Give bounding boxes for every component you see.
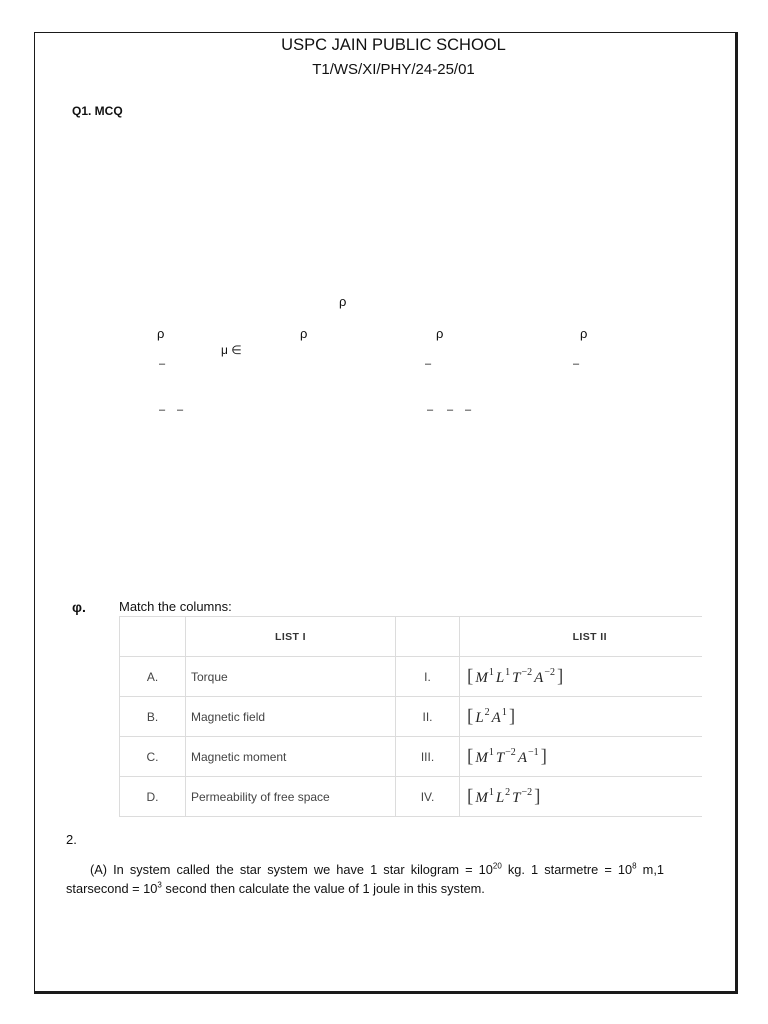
symbol-fragment: ρ <box>300 326 308 341</box>
roman-numeral: II. <box>396 697 460 737</box>
close-bracket: ] <box>508 705 516 727</box>
school-name: USPC JAIN PUBLIC SCHOOL <box>281 36 506 54</box>
formula-exponent: 1 <box>505 666 511 678</box>
symbol-fragment: ρ <box>339 294 347 309</box>
table-row <box>120 657 702 697</box>
dash-fragment: – <box>159 404 166 416</box>
formula-exponent: 1 <box>488 666 494 678</box>
list-ii-formula <box>460 737 702 777</box>
formula-base: A <box>517 749 527 766</box>
dash-fragment: – <box>427 404 434 416</box>
text-segment: (A) In system called the star system we have 1 star kilogram = 10 <box>90 862 493 877</box>
formula-exponent: −1 <box>527 746 539 758</box>
dash-fragment: – <box>465 404 472 416</box>
list-i-item: Permeability of free space <box>186 777 396 817</box>
header-cell-blank <box>396 617 460 657</box>
question-2-text <box>66 860 664 898</box>
formula-base: L <box>475 709 484 726</box>
dash-fragment: – <box>159 358 166 370</box>
close-bracket: ] <box>556 665 564 687</box>
list-i-heading: LIST I <box>186 617 396 657</box>
formula-base: M <box>475 669 488 686</box>
dash-fragment: – <box>425 358 432 370</box>
dimensional-formula <box>466 746 548 768</box>
dimensional-formula <box>466 666 564 688</box>
formula-base: T <box>512 669 521 686</box>
dimensional-formula <box>466 706 516 728</box>
formula-base: M <box>475 749 488 766</box>
close-bracket: ] <box>540 745 547 767</box>
formula-exponent: 1 <box>488 786 494 798</box>
table-header-row <box>120 617 702 657</box>
list-ii-heading: LIST II <box>460 617 702 657</box>
roman-numeral: I. <box>396 657 460 697</box>
symbol-fragment: ρ <box>436 326 444 341</box>
formula-base: M <box>475 789 488 806</box>
dash-fragment: – <box>177 404 184 416</box>
roman-numeral: IV. <box>396 777 460 817</box>
page-border <box>34 32 738 994</box>
list-i-item: Magnetic field <box>186 697 396 737</box>
superscript: 20 <box>492 861 502 871</box>
open-bracket: [ <box>467 705 474 727</box>
open-bracket: [ <box>467 665 474 687</box>
row-label: A. <box>120 657 186 697</box>
list-ii-formula <box>460 697 702 737</box>
symbol-fragment: ρ <box>157 326 165 341</box>
list-i-item: Magnetic moment <box>186 737 396 777</box>
formula-base: A <box>491 709 501 726</box>
superscript: 3 <box>157 880 162 890</box>
match-table <box>119 616 702 817</box>
text-segment: kg. 1 starmetre = 10 <box>501 862 633 877</box>
row-label: D. <box>120 777 186 817</box>
table-row <box>120 737 702 777</box>
formula-exponent: 1 <box>488 746 494 758</box>
document-header <box>39 35 748 80</box>
match-question-marker: φ. <box>72 599 86 615</box>
dimensional-formula <box>466 786 541 808</box>
table-row <box>120 697 702 737</box>
formula-exponent: −2 <box>521 786 533 798</box>
roman-numeral: III. <box>396 737 460 777</box>
formula-exponent: −2 <box>544 666 555 678</box>
formula-exponent: 1 <box>501 706 507 718</box>
formula-base: T <box>512 789 521 806</box>
formula-exponent: 2 <box>505 786 511 798</box>
list-ii-formula <box>460 777 702 817</box>
question-1-heading: Q1. MCQ <box>72 104 123 118</box>
question-2-number: 2. <box>66 832 77 847</box>
text-segment: second then calculate the value of 1 joule in this system. <box>161 881 485 896</box>
list-i-item: Torque <box>186 657 396 697</box>
open-bracket: [ <box>467 785 474 807</box>
match-instruction: Match the columns: <box>119 599 232 614</box>
symbol-fragment: ρ <box>580 326 588 341</box>
document-code: T1/WS/XI/PHY/24-25/01 <box>312 61 475 78</box>
header-cell-blank <box>120 617 186 657</box>
formula-base: T <box>495 749 505 766</box>
formula-exponent: −2 <box>521 666 533 678</box>
row-label: C. <box>120 737 186 777</box>
symbol-fragment: μ ∈ <box>221 343 242 357</box>
table-row <box>120 777 702 817</box>
row-label: B. <box>120 697 186 737</box>
formula-base: L <box>495 789 505 806</box>
superscript: 8 <box>632 861 637 871</box>
list-ii-formula <box>460 657 702 697</box>
close-bracket: ] <box>534 785 541 807</box>
formula-base: A <box>534 669 544 686</box>
formula-exponent: 2 <box>484 706 490 718</box>
open-bracket: [ <box>467 745 474 767</box>
formula-base: L <box>495 669 505 686</box>
text-segment: m,1 starsecond = 10 <box>66 862 664 896</box>
dash-fragment: – <box>447 404 454 416</box>
formula-exponent: −2 <box>505 746 516 758</box>
dash-fragment: – <box>573 358 580 370</box>
